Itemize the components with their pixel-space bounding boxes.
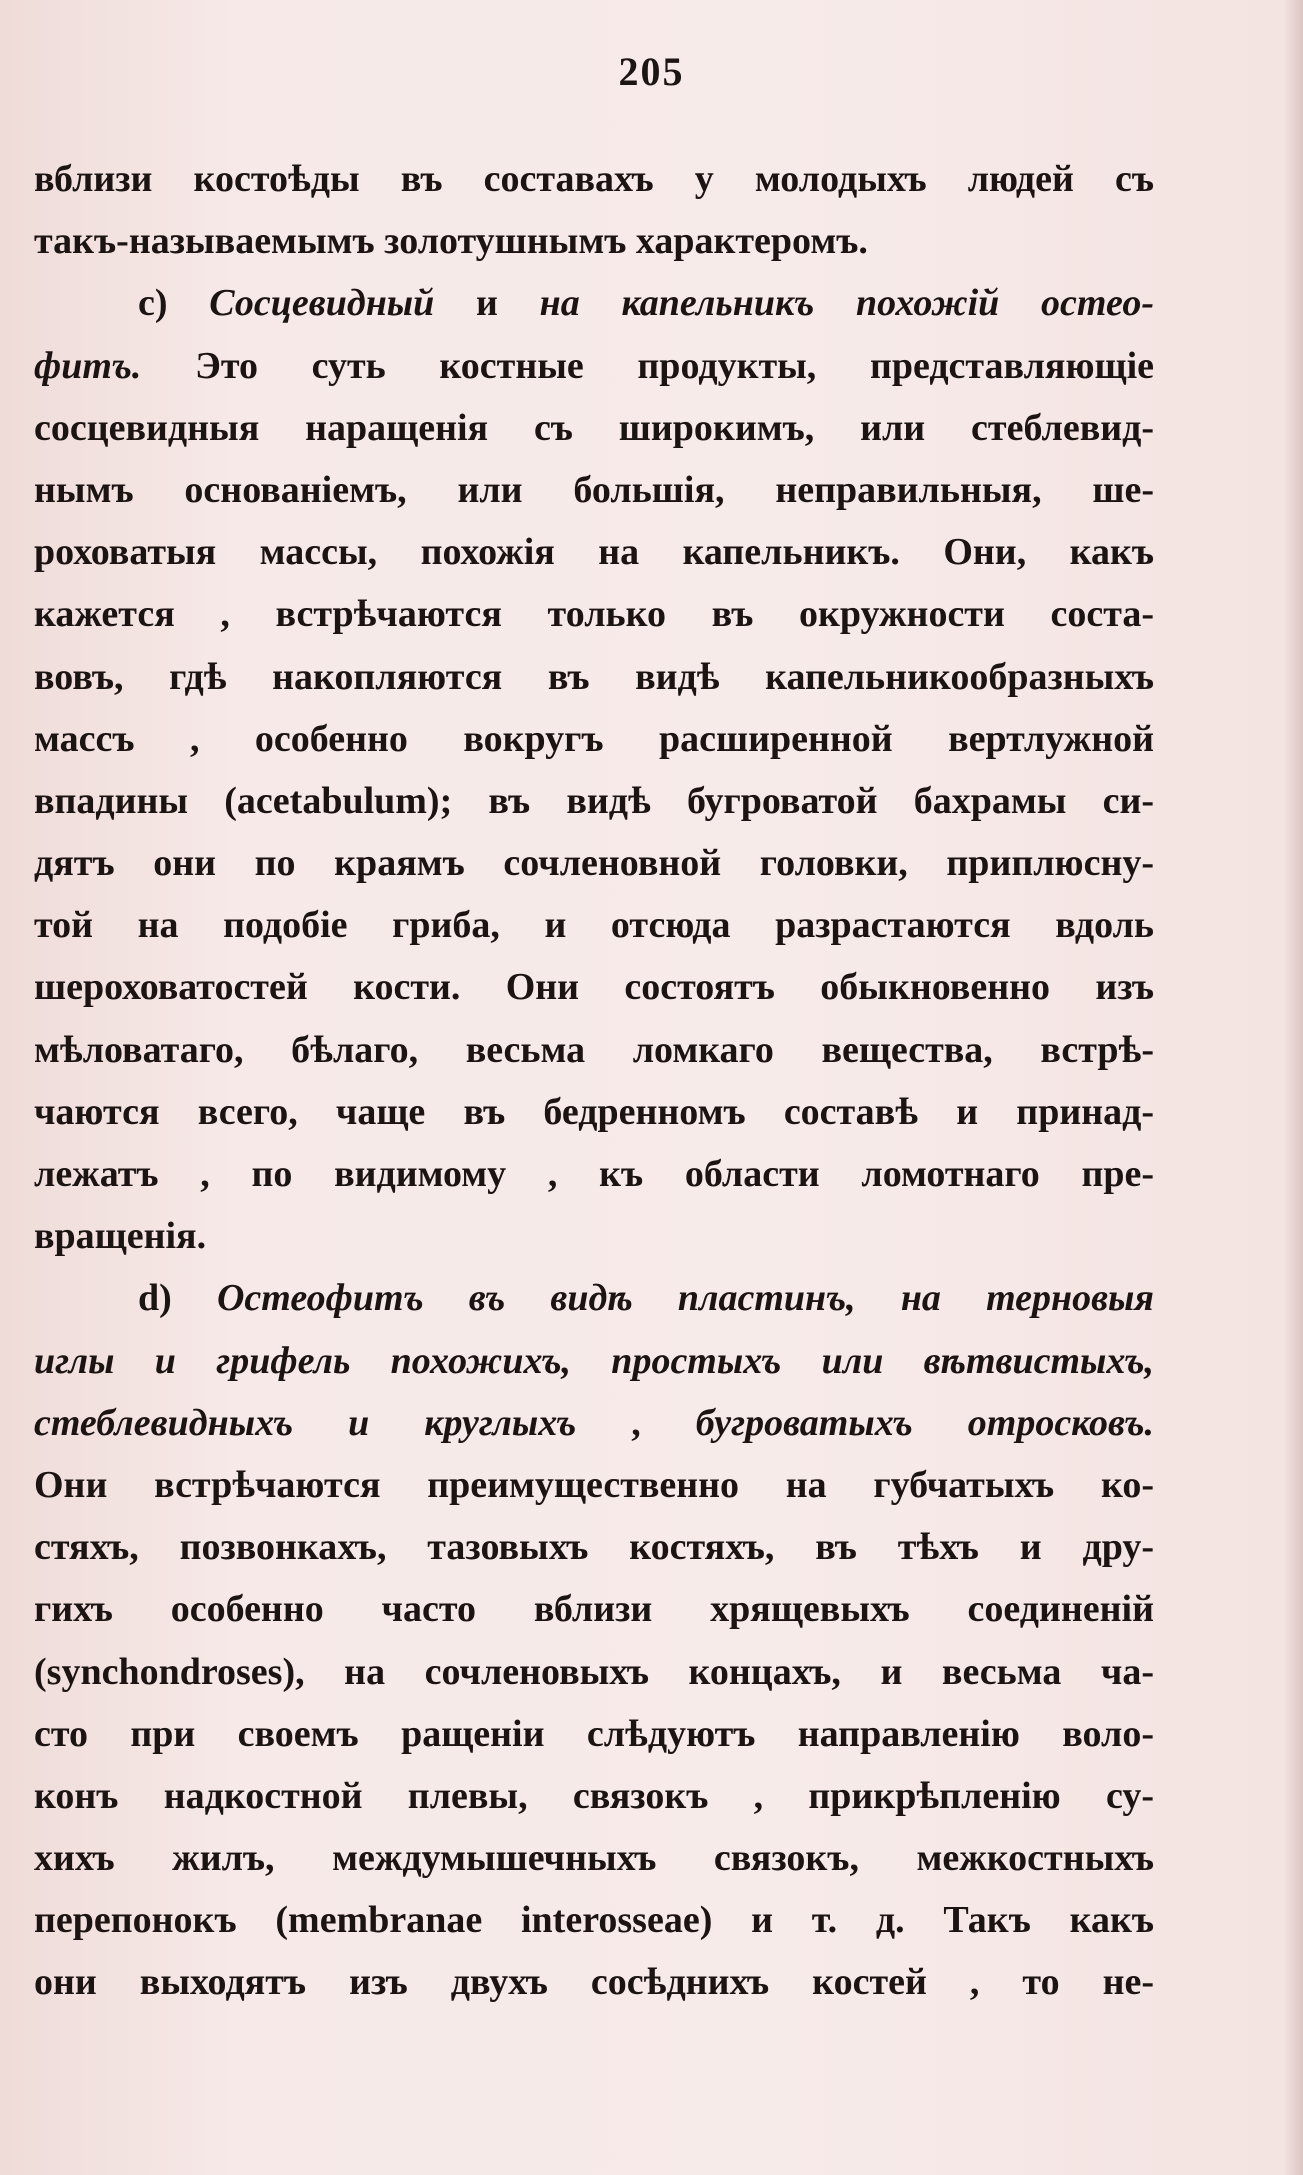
text-line (34, 646, 1154, 708)
text-run: (synchondroses), на сочленовыхъ концахъ, и весьма ча- (34, 1650, 1154, 1693)
text-line (34, 1392, 1154, 1454)
text-run: c) (138, 282, 210, 325)
text-line (34, 1578, 1154, 1640)
text-line (34, 894, 1154, 956)
text-run: Это суть костные продукты, представляющіе (141, 344, 1154, 387)
text-line (34, 1143, 1154, 1205)
text-run: кажется , встрѣчаются только въ окружности соста- (34, 593, 1154, 636)
text-line (34, 1019, 1154, 1081)
text-run: хихъ жилъ, междумышечныхъ связокъ, межкостныхъ (34, 1837, 1154, 1880)
text-line (34, 832, 1154, 894)
text-run: конъ надкостной плевы, связокъ , прикрѣпленію су- (34, 1774, 1154, 1817)
text-run: роховатыя массы, похожія на капельникъ. Они, какъ (34, 531, 1154, 574)
italic-text: стеблевидныхъ и круглыхъ (34, 1401, 577, 1444)
text-run: вблизи костоѣды въ составахъ у молодыхъ людей съ (34, 158, 1154, 200)
text-line (34, 1765, 1154, 1827)
text-run: шероховатостей кости. Они состоятъ обыкновенно изъ (34, 966, 1154, 1009)
text-run: нымъ основаніемъ, или большія, неправильныя, ше- (34, 468, 1154, 511)
text-line (34, 1889, 1154, 1951)
text-line (34, 148, 1154, 210)
text-run: Они встрѣчаются преимущественно на губчатыхъ ко- (34, 1463, 1154, 1506)
body-text (34, 148, 1154, 2014)
text-line (34, 1641, 1154, 1703)
italic-text: Остеофитъ въ видѣ пластинъ, на терновыя (216, 1277, 1154, 1320)
italic-text: иглы и грифель похожихъ, простыхъ или вѣтвистыхъ, (34, 1339, 1154, 1382)
italic-text: Сосцевидный (209, 282, 435, 325)
text-run: такъ-называемымъ золотушнымъ характеромъ. (34, 220, 868, 263)
text-run: перепонокъ (membranae interosseae) и т. д. Такъ какъ (34, 1899, 1154, 1942)
text-line (34, 770, 1154, 832)
text-run: d) (138, 1277, 217, 1320)
text-line (34, 956, 1154, 1018)
text-run: той на подобіе гриба, и отсюда разрастаются вдоль (34, 904, 1154, 947)
text-line (34, 1703, 1154, 1765)
text-line (34, 583, 1154, 645)
text-run: стяхъ, позвонкахъ, тазовыхъ костяхъ, въ тѣхъ и дру- (34, 1526, 1154, 1569)
text-line (34, 335, 1154, 397)
text-run: дятъ они по краямъ сочленовной головки, приплюсну- (34, 842, 1154, 885)
text-run: впадины (acetabulum); въ видѣ бугроватой бахрамы си- (34, 779, 1154, 822)
text-line (34, 1267, 1154, 1329)
text-run: и (434, 282, 540, 325)
text-run: мѣловатаго, бѣлаго, весьма ломкаго вещества, встрѣ- (34, 1028, 1154, 1071)
text-run: гихъ особенно часто вблизи хрящевыхъ соединеній (34, 1588, 1154, 1631)
text-run: сосцевидныя наращенія съ широкимъ, или стеблевид- (34, 406, 1154, 449)
italic-text: бугроватыхъ отросковъ. (695, 1401, 1154, 1444)
text-run: сто при своемъ ращеніи слѣдуютъ направленію воло- (34, 1712, 1154, 1755)
text-line (34, 1205, 1154, 1267)
text-line (34, 1827, 1154, 1889)
text-line (34, 272, 1154, 334)
text-run: , (576, 1401, 696, 1444)
page-edge-shadow (1283, 0, 1303, 2175)
text-line (34, 521, 1154, 583)
italic-text: фитъ. (34, 344, 142, 387)
text-line (34, 1516, 1154, 1578)
text-run: лежатъ , по видимому , къ области ломотнаго пре- (34, 1153, 1154, 1195)
text-line (34, 708, 1154, 770)
text-line (34, 210, 1154, 272)
text-run: чаются всего, чаще въ бедренномъ составѣ и принад- (34, 1090, 1154, 1133)
text-line (34, 397, 1154, 459)
page-number: 205 (618, 49, 685, 94)
text-run: массъ , особенно вокругъ расширенной вертлужной (34, 717, 1154, 760)
text-line (34, 459, 1154, 521)
text-run: вращенія. (34, 1215, 207, 1258)
text-line (34, 1951, 1154, 2013)
italic-text: на капельникъ похожій остео- (539, 282, 1154, 325)
text-line (34, 1454, 1154, 1516)
text-line (34, 1330, 1154, 1392)
text-run: они выходятъ изъ двухъ сосѣднихъ костей , то не- (34, 1961, 1154, 2004)
text-run: вовъ, гдѣ накопляются въ видѣ капельникообразныхъ (34, 655, 1154, 698)
text-line (34, 1081, 1154, 1143)
